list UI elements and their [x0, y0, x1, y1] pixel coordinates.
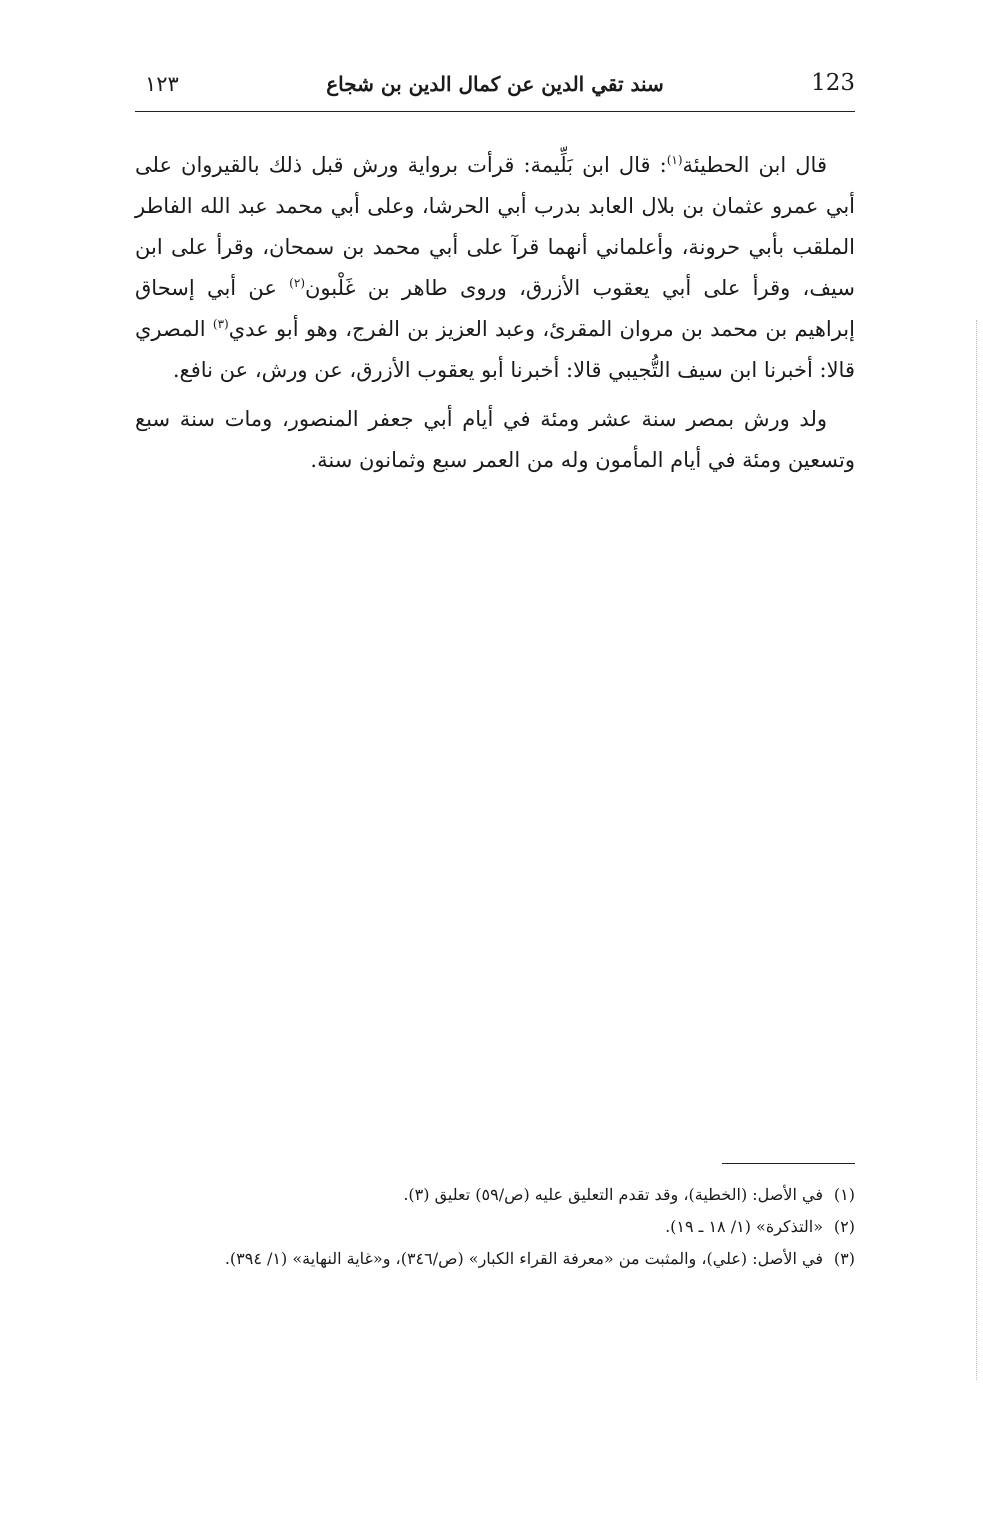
- footnote-number: (١): [833, 1185, 855, 1204]
- paragraph-2: ولد ورش بمصر سنة عشر ومئة في أيام أبي جعفر المنصور، ومات سنة سبع وتسعين ومئة في أيام المأمون وله من العمر سبع وثمانون سنة.: [135, 407, 855, 472]
- page-header: [135, 70, 855, 106]
- page-number-latin: 123: [811, 70, 855, 96]
- paragraph-1: [135, 145, 855, 391]
- paragraph-1-part-4: المصري قالا: أخبرنا ابن سيف التُّجيبي قالا: أخبرنا أبو يعقوب الأزرق، عن ورش، عن نافع.: [135, 317, 855, 382]
- footnote-ref-2: (٢): [289, 276, 305, 290]
- footnote-3: [135, 1243, 855, 1275]
- header-rule: [135, 111, 855, 112]
- footnote-text: في الأصل: (علي)، والمثبت من «معرفة القراء الكبار» (ص/٣٤٦)، و«غاية النهاية» (١/ ٣٩٤).: [224, 1249, 823, 1268]
- page-number-arabic: ١٢٣: [145, 72, 179, 96]
- footnote-text: «التذكرة» (١/ ١٨ ـ ١٩).: [665, 1217, 823, 1236]
- footnote-number: (٢): [833, 1217, 855, 1236]
- running-title: سند تقي الدين عن كمال الدين بن شجاع: [326, 72, 664, 96]
- footnote-2: [135, 1211, 855, 1243]
- footnote-number: (٣): [833, 1249, 855, 1268]
- footnote-separator: [722, 1163, 855, 1164]
- scan-edge-dots: [976, 320, 977, 1380]
- footnote-text: في الأصل: (الخطية)، وقد تقدم التعليق عليه (ص/٥٩) تعليق (٣).: [403, 1185, 823, 1204]
- paragraph-1-part-1: قال ابن الحطيئة: [682, 153, 827, 177]
- footnote-ref-3: (٣): [212, 317, 229, 331]
- footnotes: [135, 1179, 855, 1275]
- footnote-ref-1: (١): [666, 153, 683, 167]
- paragraph-1-part-3: عن أبي إسحاق إبراهيم بن محمد بن مروان المقرئ، وعبد العزيز بن الفرج، وهو أبو عدي: [135, 276, 855, 341]
- paragraph-1-part-2: : قال ابن بَلِّيمة: قرأت برواية ورش قبل ذلك بالقيروان على أبي عمرو عثمان بن بلال العابد بدرب أبي الحرشا، وعلى أبي محمد عبد الله الفاطر الملقب بأبي حرونة، وأعلماني أنهما قرآ على أبي محمد بن سمحان، وقرأ على ابن سيف، وقرأ على أبي يعقوب الأزرق، وروى طاهر بن غَلْبون: [135, 153, 855, 300]
- footnote-1: [135, 1179, 855, 1211]
- main-text: [135, 145, 855, 481]
